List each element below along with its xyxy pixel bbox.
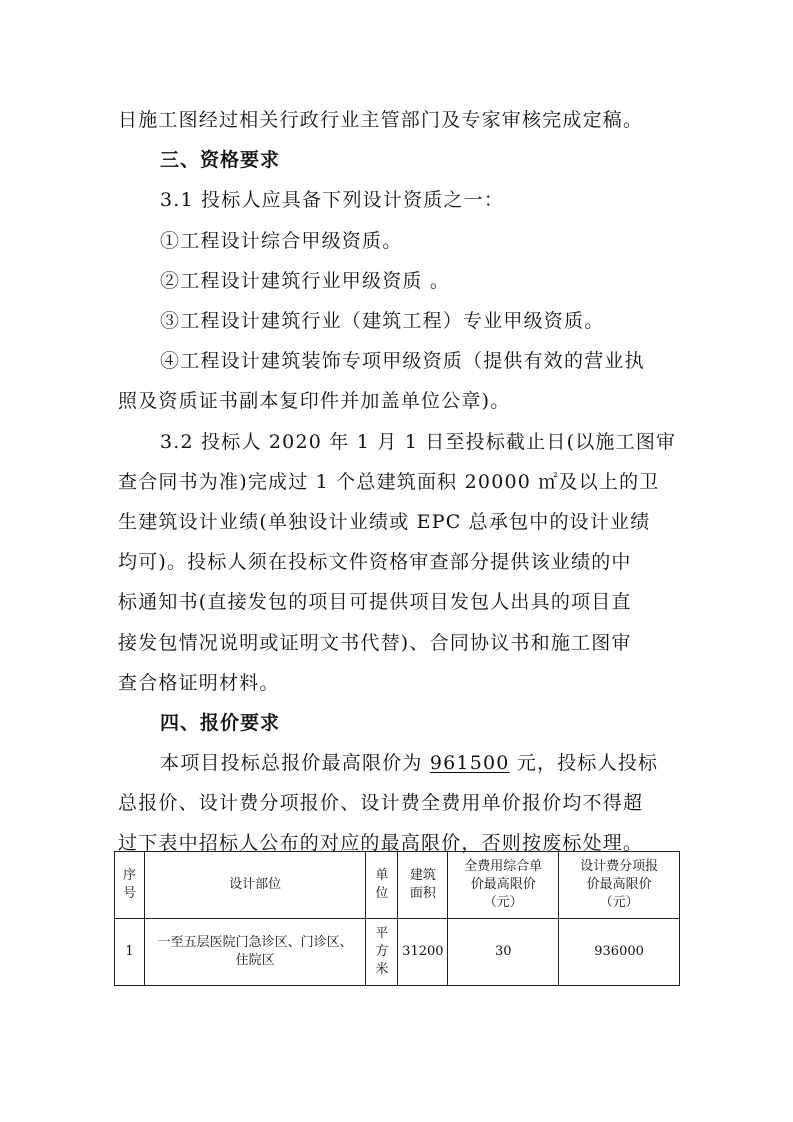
list-item: ②工程设计建筑行业甲级资质 。 — [160, 270, 451, 292]
cell-unit-price: 30 — [448, 919, 559, 986]
cell-fee: 936000 — [559, 919, 680, 986]
paragraph-line: 总报价、设计费分项报价、设计费全费用单价报价均不得超 — [118, 792, 644, 814]
list-item: ①工程设计综合甲级资质。 — [160, 230, 403, 252]
paragraph-line: 3.1 投标人应具备下列设计资质之一： — [160, 189, 505, 211]
section-heading-pricing: 四、报价要求 — [160, 712, 281, 734]
paragraph-line: 过下表中招标人公布的对应的最高限价，否则按废标处理。 — [118, 832, 644, 854]
paragraph-line: 3.2 投标人 2020 年 1 月 1 日至投标截止日(以施工图审 — [160, 431, 677, 453]
text-span: 本项目投标总报价最高限价为 — [160, 752, 430, 774]
cell-area: 31200 — [398, 919, 448, 986]
list-item: ③工程设计建筑行业（建筑工程）专业甲级资质。 — [160, 310, 605, 332]
header-cell-unit-price: 全费用综合单 价最高限价 （元） — [448, 852, 559, 919]
paragraph-line: 日施工图经过相关行政行业主管部门及专家审核完成定稿。 — [118, 109, 644, 131]
header-cell-part: 设计部位 — [144, 852, 365, 919]
max-price-value: 961500 — [429, 752, 510, 774]
table-row — [115, 919, 680, 986]
paragraph-line: 接发包情况说明或证明文书代替)、合同协议书和施工图审 — [118, 632, 632, 654]
list-item: ④工程设计建筑装饰专项甲级资质（提供有效的营业执 — [160, 350, 645, 372]
header-cell-unit: 单 位 — [366, 852, 398, 919]
paragraph-line: 查合格证明材料。 — [118, 672, 280, 694]
section-heading-qualifications: 三、资格要求 — [160, 149, 281, 171]
price-limit-table — [114, 851, 680, 986]
text-span: 元，投标人投标 — [509, 752, 659, 774]
paragraph-line: 标通知书(直接发包的项目可提供项目发包人出具的项目直 — [118, 591, 632, 613]
header-cell-area: 建筑 面积 — [398, 852, 448, 919]
header-cell-fee: 设计费分项报 价最高限价 （元） — [559, 852, 680, 919]
cell-no: 1 — [115, 919, 145, 986]
paragraph-line: 照及资质证书副本复印件并加盖单位公章)。 — [118, 390, 511, 412]
cell-unit: 平 方 米 — [366, 919, 398, 986]
paragraph-line: 查合同书为准)完成过 1 个总建筑面积 20000 ㎡及以上的卫 — [118, 471, 660, 493]
paragraph-line — [160, 751, 678, 775]
table-header-row — [115, 852, 680, 919]
header-cell-no: 序 号 — [115, 852, 145, 919]
cell-part: 一至五层医院门急诊区、门诊区、 住院区 — [144, 919, 365, 986]
paragraph-line: 均可)。投标人须在投标文件资格审查部分提供该业绩的中 — [118, 551, 632, 573]
paragraph-line: 生建筑设计业绩(单独设计业绩或 EPC 总承包中的设计业绩 — [118, 511, 651, 533]
